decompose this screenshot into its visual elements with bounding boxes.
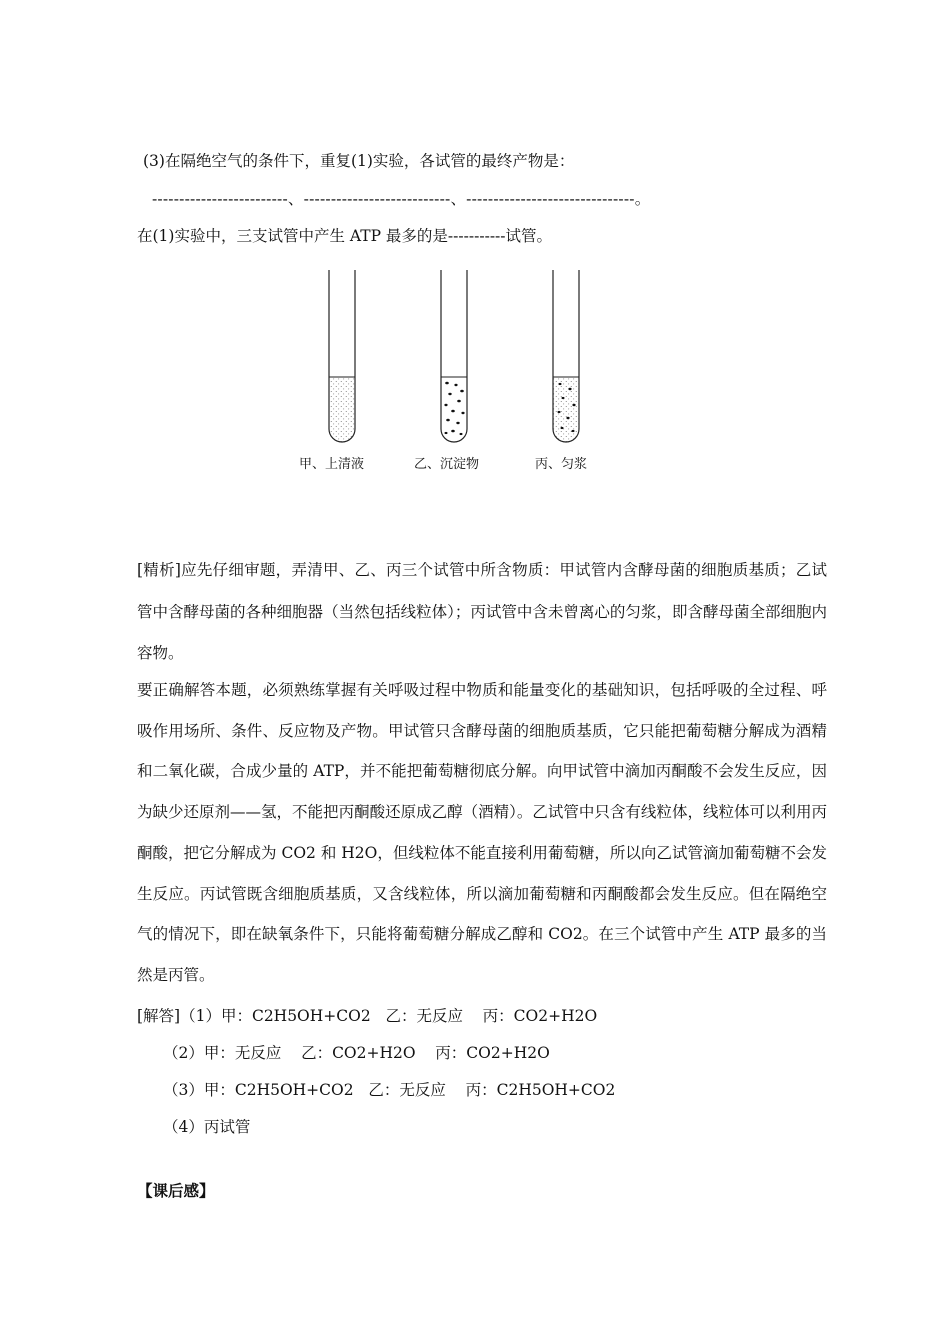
tube-label-yi: 乙、沉淀物 (414, 457, 480, 472)
answer-4: （4）丙试管 (163, 1118, 251, 1136)
test-tubes-figure (290, 265, 610, 480)
question-3-text: (3)在隔绝空气的条件下，重复(1)实验，各试管的最终产物是： (143, 152, 575, 170)
answer-1: [解答]（1）甲：C2H5OH+CO2 乙：无反应 丙：CO2+H2O (137, 1007, 598, 1025)
tube-bing (553, 270, 579, 442)
answer-2: （2）甲：无反应 乙：CO2+H2O 丙：CO2+H2O (163, 1044, 550, 1062)
answer-3: （3）甲：C2H5OH+CO2 乙：无反应 丙：C2H5OH+CO2 (163, 1081, 616, 1099)
analysis-paragraph-2: 要正确解答本题，必须熟练掌握有关呼吸过程中物质和能量变化的基础知识，包括呼吸的全过程、呼吸作用场所、条件、反应物及产物。甲试管只含酵母菌的细胞质基质，它只能把葡萄糖分解成为酒精和二氧化碳，合成少量的 ATP，并不能把葡萄糖彻底分解。向甲试管中滴加丙酮酸不会发生反应，因为缺少还原剂——氢，不能把丙酮酸还原成乙醇（酒精）。乙试管中只含有线粒体，线粒体可以利用丙酮酸，把它分解成为 CO2 和 H2O，但线粒体不能直接利用葡萄糖，所以向乙试管滴加葡萄糖不会发生反应。丙试管既含细胞质基质，又含线粒体，所以滴加葡萄糖和丙酮酸都会发生反应。但在隔绝空气的情况下，即在缺氧条件下，只能将葡萄糖分解成乙醇和 CO2。在三个试管中产生 ATP 最多的当然是丙管。 (137, 681, 827, 984)
after-class-heading: 【课后感】 (137, 1181, 215, 1200)
analysis-paragraph-1: [精析]应先仔细审题，弄清甲、乙、丙三个试管中所含物质：甲试管内含酵母菌的细胞质基质；乙试管中含酵母菌的各种细胞器（当然包括线粒体）；丙试管中含未曾离心的匀浆，即含酵母菌全部细胞内容物。 (137, 561, 827, 662)
tube-yi (441, 270, 467, 442)
question-3-blanks: -------------------------、---------------------------、-------------------------------。 (152, 190, 651, 208)
tube-label-jia: 甲、上清液 (299, 457, 365, 472)
question-4-text: 在(1)实验中，三支试管中产生 ATP 最多的是-----------试管。 (137, 227, 553, 245)
tube-label-bing: 丙、匀浆 (535, 457, 588, 472)
tube-jia (329, 270, 355, 442)
